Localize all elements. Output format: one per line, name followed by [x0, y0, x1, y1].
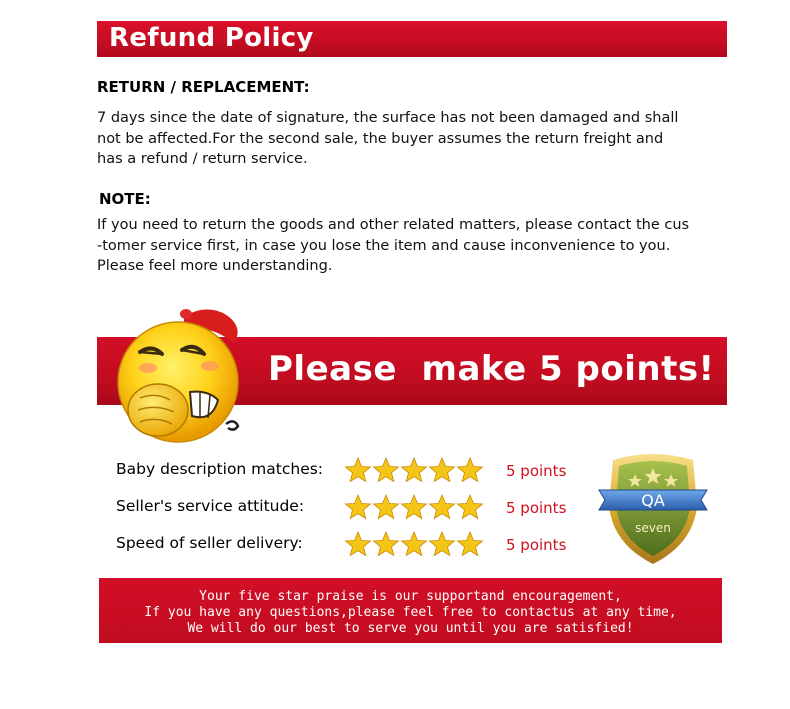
note-line: Please feel more understanding.: [97, 258, 333, 274]
return-heading: RETURN / REPLACEMENT:: [97, 78, 310, 96]
refund-policy-banner: [97, 21, 727, 57]
rating-label: Baby description matches:: [116, 460, 324, 478]
return-paragraph: [97, 108, 729, 170]
smiley-mascot-icon: [100, 300, 260, 450]
badge-bottom-text: seven: [635, 521, 671, 535]
rating-points: 5 points: [506, 499, 567, 517]
note-line: -tomer service first, in case you lose the item and cause inconvenience to you.: [97, 237, 671, 254]
return-line: not be affected.For the second sale, the buyer assumes the return freight and: [97, 130, 664, 147]
return-line: 7 days since the date of signature, the surface has not been damaged and shall: [97, 110, 679, 126]
badge-top-text: QA: [641, 491, 665, 510]
rating-row-delivery: [116, 530, 586, 560]
rating-label: Seller's service attitude:: [116, 497, 305, 515]
rating-label: Speed of seller delivery:: [116, 534, 303, 552]
footer-line: We will do our best to serve you until you are satisfied!: [187, 621, 634, 636]
rating-row-description: [116, 456, 586, 486]
rating-points: 5 points: [506, 536, 567, 554]
return-line: has a refund / return service.: [97, 151, 308, 167]
footer-line: Your five star praise is our supportand encouragement,: [199, 589, 622, 604]
note-paragraph: [97, 215, 729, 277]
rating-banner-text: Please make 5 points!: [268, 349, 715, 389]
five-star-rating-icon: [344, 456, 484, 484]
footer-message-box: [99, 578, 722, 643]
footer-line: If you have any questions,please feel free to contactus at any time,: [144, 605, 677, 620]
rating-row-service: [116, 493, 586, 523]
note-heading: NOTE:: [99, 190, 151, 208]
five-star-rating-icon: [344, 493, 484, 521]
refund-policy-title: Refund Policy: [109, 23, 314, 53]
rating-points: 5 points: [506, 462, 567, 480]
note-line: If you need to return the goods and other related matters, please contact the cus: [97, 217, 690, 233]
qa-shield-badge-icon: [597, 448, 709, 566]
five-star-rating-icon: [344, 530, 484, 558]
